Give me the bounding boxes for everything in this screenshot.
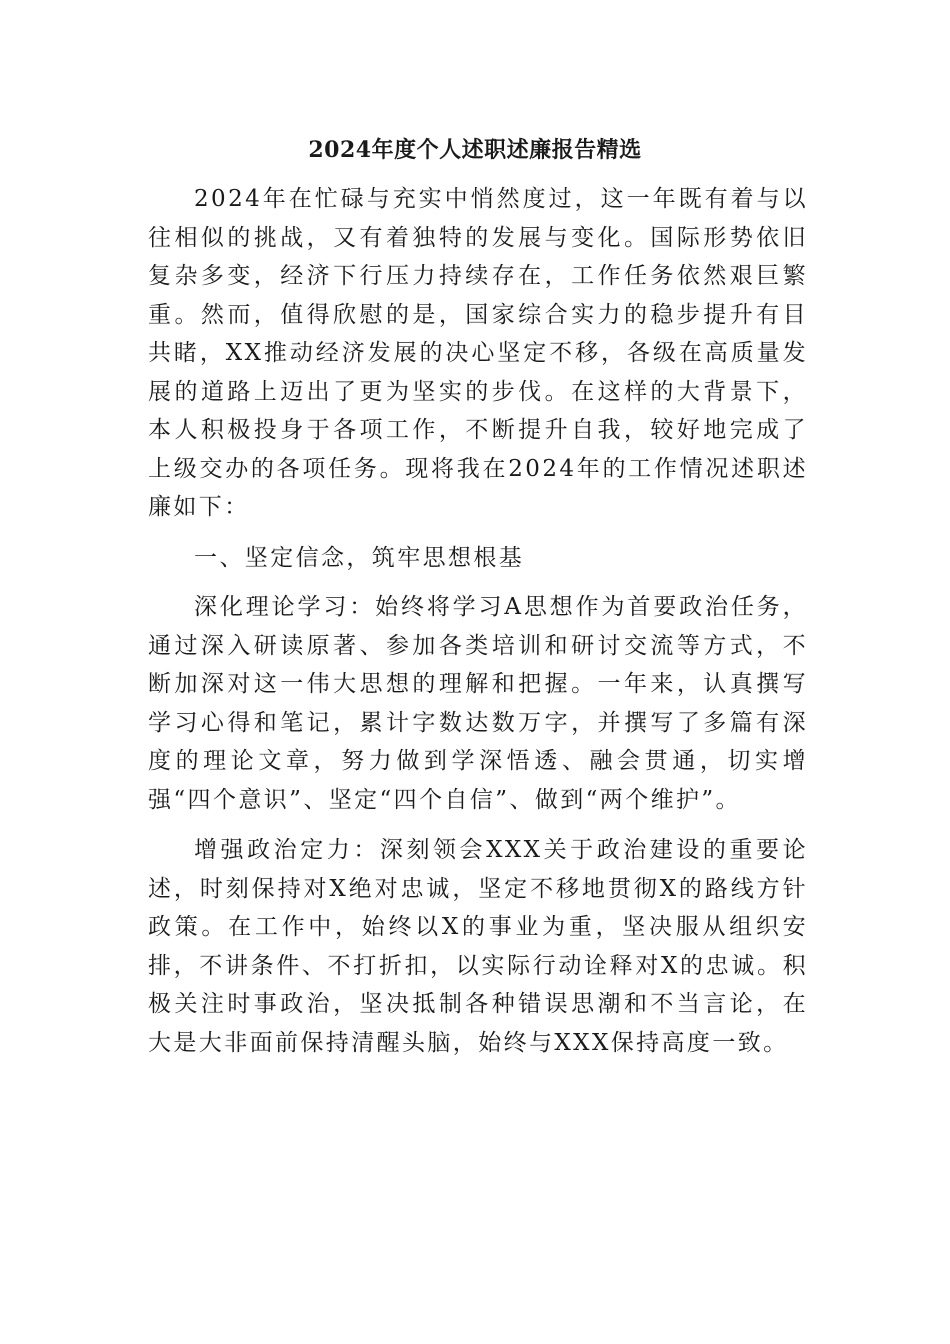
document-title: 2024年度个人述职述廉报告精选 [308, 137, 642, 163]
intro-paragraph: 2024年在忙碌与充实中悄然度过，这一年既有着与以往相似的挑战，又有着独特的发展与变化。国际形势依旧复杂多变，经济下行压力持续存在，工作任务依然艰巨繁重。然而，值得欣慰的是，国家综合实力的稳步提升有目共睹，XX推动经济发展的决心坚定不移，各级在高质量发展的道路上迈出了更为坚实的步伐。在这样的大背景下，本人积极投身于各项工作，不断提升自我，较好地完成了上级交办的各项任务。现将我在2024年的工作情况述职述廉如下： [148, 186, 808, 520]
theory-study-paragraph: 深化理论学习：始终将学习A思想作为首要政治任务，通过深入研读原著、参加各类培训和研讨交流等方式，不断加深对这一伟大思想的理解和把握。一年来，认真撰写学习心得和笔记，累计字数达数万字，并撰写了多篇有深度的理论文章，努力做到学深悟透、融会贯通，切实增强“四个意识”、坚定“四个自信”、做到“两个维护”。 [148, 594, 808, 813]
section-heading: 一、坚定信念，筑牢思想根基 [194, 544, 525, 571]
political-stance-paragraph: 增强政治定力：深刻领会XXX关于政治建设的重要论述，时刻保持对X绝对忠诚，坚定不移地贯彻X的路线方针政策。在工作中，始终以X的事业为重，坚决服从组织安排，不讲条件、不打折扣，以实际行动诠释对X的忠诚。积极关注时事政治，坚决抵制各种错误思潮和不当言论，在大是大非面前保持清醒头脑，始终与XXX保持高度一致。 [148, 837, 808, 1056]
document-body [148, 180, 808, 1062]
